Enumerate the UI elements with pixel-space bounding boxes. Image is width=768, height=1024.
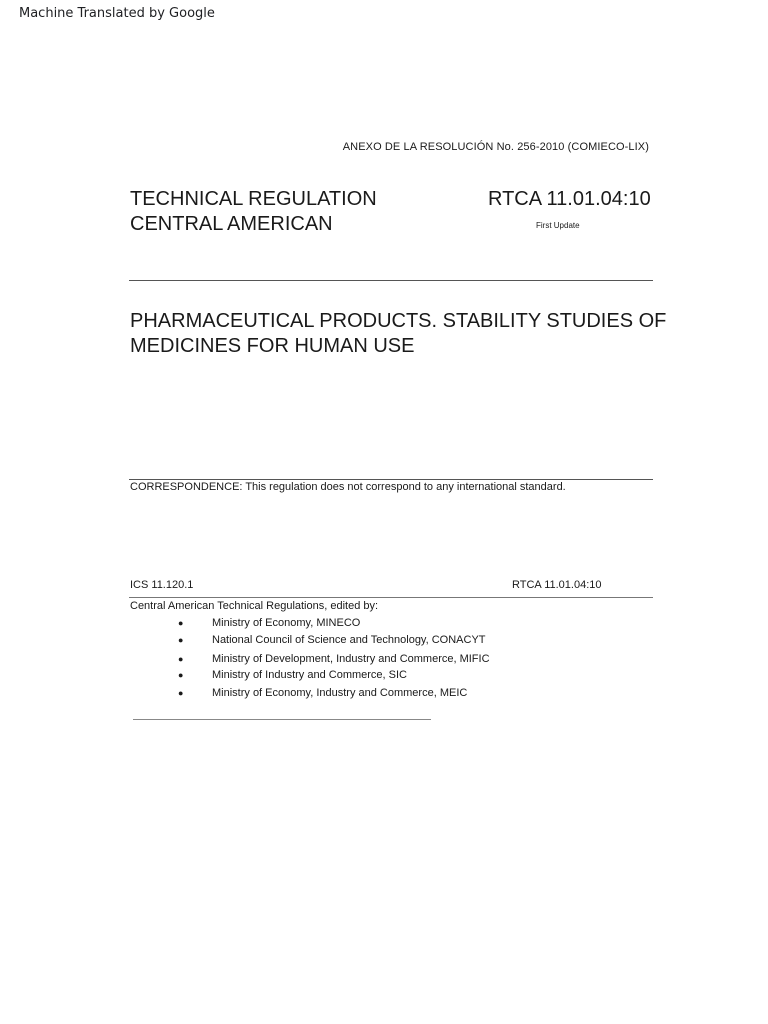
list-item: [178, 668, 407, 682]
regulation-type-line-2: CENTRAL AMERICAN: [130, 213, 333, 235]
edited-by-text: Central American Technical Regulations, edited by:: [130, 600, 379, 612]
bullet-icon: ●: [178, 654, 184, 664]
list-item: [178, 633, 486, 647]
list-item: [178, 652, 490, 666]
ministry-name: Ministry of Industry and Commerce, SIC: [212, 669, 408, 681]
document-title: [130, 309, 670, 359]
footer-regulation-code: RTCA 11.01.04:10: [512, 579, 602, 591]
list-item: [178, 616, 360, 630]
ministry-name: Ministry of Economy, MINECO: [212, 617, 361, 629]
regulation-type-line-1: TECHNICAL REGULATION: [130, 188, 377, 210]
ministry-name: Ministry of Development, Industry and Commerce, MIFIC: [212, 653, 490, 665]
regulation-type-heading: [130, 187, 377, 237]
bullet-icon: ●: [178, 635, 184, 645]
update-label: First Update: [536, 221, 580, 230]
annex-reference: ANEXO DE LA RESOLUCIÓN No. 256-2010 (COMIECO-LIX): [342, 141, 649, 153]
list-item: [178, 686, 467, 700]
ministry-name: Ministry of Economy, Industry and Commerce, MEIC: [212, 687, 468, 699]
bullet-icon: ●: [178, 670, 184, 680]
correspondence-note: CORRESPONDENCE: This regulation does not correspond to any international standard.: [130, 481, 566, 493]
ics-number: ICS 11.120.1: [130, 579, 194, 591]
ics-divider: [129, 597, 653, 598]
bullet-icon: ●: [178, 618, 184, 628]
correspondence-divider: [129, 479, 653, 480]
ministry-name: National Council of Science and Technology, CONACYT: [212, 634, 486, 646]
document-title-line-2: MEDICINES FOR HUMAN USE: [130, 335, 415, 357]
regulation-code: RTCA 11.01.04:10: [488, 188, 651, 210]
footnote-divider: [133, 719, 431, 720]
document-title-line-1: PHARMACEUTICAL PRODUCTS. STABILITY STUDIES OF: [130, 310, 667, 332]
header-divider: [129, 280, 653, 281]
bullet-icon: ●: [178, 688, 184, 698]
machine-translation-banner: Machine Translated by Google: [19, 6, 215, 21]
